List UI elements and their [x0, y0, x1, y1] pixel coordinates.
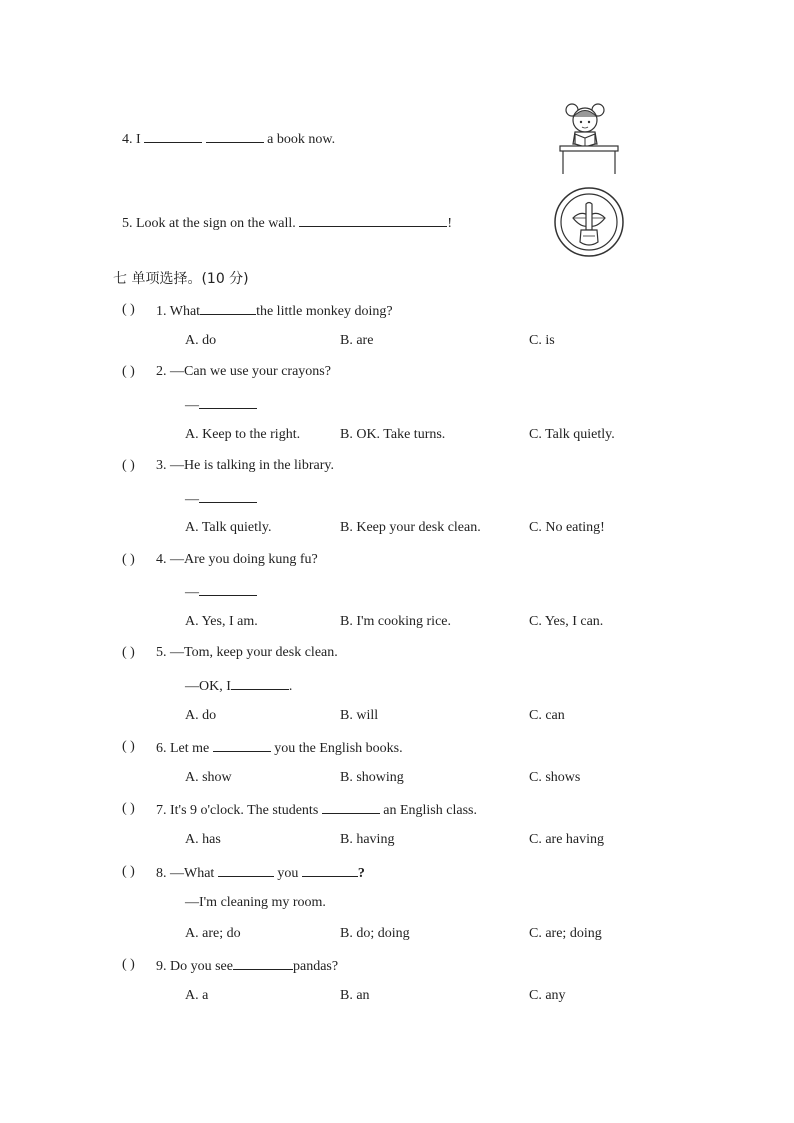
reply-line [185, 583, 257, 601]
stem-text: 1. What [156, 304, 201, 319]
answer-blank[interactable] [233, 957, 293, 970]
answer-paren[interactable]: ( ) [122, 739, 135, 754]
option-c[interactable]: C. are having [529, 832, 605, 847]
reply-text: — [185, 398, 199, 413]
answer-blank[interactable] [322, 801, 380, 814]
stem-text: ? [357, 866, 365, 881]
item-text: a book now. [267, 132, 336, 147]
question-stem: 5. —Tom, keep your desk clean. [156, 645, 338, 660]
answer-paren[interactable]: ( ) [122, 645, 135, 660]
reply-line: —I'm cleaning my room. [185, 895, 326, 910]
answer-blank[interactable] [213, 739, 271, 752]
option-c[interactable]: C. Talk quietly. [529, 427, 615, 442]
item-number: 5. [122, 216, 133, 231]
option-c[interactable]: C. any [529, 988, 566, 1003]
answer-paren[interactable]: ( ) [122, 552, 135, 567]
option-a[interactable]: A. do [185, 333, 217, 348]
item-text: I [136, 132, 141, 147]
option-c[interactable]: C. shows [529, 770, 581, 785]
question-stem: 4. —Are you doing kung fu? [156, 552, 318, 567]
option-b[interactable]: B. Keep your desk clean. [340, 520, 481, 535]
option-a[interactable]: A. a [185, 988, 209, 1003]
answer-blank[interactable] [199, 490, 257, 503]
answer-blank[interactable] [144, 130, 202, 143]
item-number: 4. [122, 132, 133, 147]
answer-blank[interactable] [218, 864, 274, 877]
option-c[interactable]: C. Yes, I can. [529, 614, 604, 629]
fill-item-5 [122, 214, 452, 232]
question-stem: 2. —Can we use your crayons? [156, 364, 331, 379]
stem-text: pandas? [293, 959, 339, 974]
answer-paren[interactable]: ( ) [122, 364, 135, 379]
section-title: 七 单项选择。(10 分) [113, 271, 249, 287]
stem-text: 6. Let me [156, 741, 210, 756]
reply-text: . [288, 679, 293, 694]
fill-item-4 [122, 130, 335, 148]
option-b[interactable]: B. do; doing [340, 926, 410, 941]
question-stem [156, 957, 338, 975]
option-b[interactable]: B. having [340, 832, 395, 847]
option-b[interactable]: B. OK. Take turns. [340, 427, 446, 442]
option-b[interactable]: B. will [340, 708, 379, 723]
girl-reading-illustration [555, 100, 625, 176]
stem-text: 8. —What [156, 866, 215, 881]
reply-text: — [185, 585, 199, 600]
item-text: ! [447, 216, 452, 231]
reply-line [185, 677, 292, 695]
option-a[interactable]: A. are; do [185, 926, 241, 941]
option-b[interactable]: B. an [340, 988, 370, 1003]
option-c[interactable]: C. are; doing [529, 926, 602, 941]
question-stem [156, 864, 365, 882]
question-stem [156, 739, 403, 757]
quiet-sign-icon [553, 186, 625, 258]
option-c[interactable]: C. can [529, 708, 565, 723]
item-text: Look at the sign on the wall. [136, 216, 296, 231]
question-stem [156, 302, 393, 320]
answer-paren[interactable]: ( ) [122, 458, 135, 473]
option-c[interactable]: C. is [529, 333, 555, 348]
stem-text: 9. Do you see [156, 959, 233, 974]
option-c[interactable]: C. No eating! [529, 520, 605, 535]
option-a[interactable]: A. has [185, 832, 221, 847]
reply-text: — [185, 492, 199, 507]
answer-blank[interactable] [231, 677, 289, 690]
reply-text: —OK, I [185, 679, 231, 694]
answer-blank[interactable] [199, 396, 257, 409]
stem-text: you [277, 866, 299, 881]
answer-paren[interactable]: ( ) [122, 957, 135, 972]
stem-text: 7. It's 9 o'clock. The students [156, 803, 319, 818]
option-b[interactable]: B. are [340, 333, 374, 348]
answer-blank[interactable] [302, 864, 358, 877]
option-a[interactable]: A. Keep to the right. [185, 427, 301, 442]
option-a[interactable]: A. do [185, 708, 217, 723]
stem-text: an English class. [383, 803, 477, 818]
answer-blank[interactable] [299, 214, 447, 227]
answer-paren[interactable]: ( ) [122, 302, 135, 317]
option-a[interactable]: A. Talk quietly. [185, 520, 272, 535]
answer-blank[interactable] [199, 583, 257, 596]
option-b[interactable]: B. showing [340, 770, 404, 785]
answer-blank[interactable] [200, 302, 256, 315]
option-a[interactable]: A. show [185, 770, 232, 785]
answer-paren[interactable]: ( ) [122, 801, 135, 816]
reply-line [185, 490, 257, 508]
answer-blank[interactable] [206, 130, 264, 143]
stem-text: the little monkey doing? [256, 304, 393, 319]
question-stem [156, 801, 477, 819]
reply-line [185, 396, 257, 414]
answer-paren[interactable]: ( ) [122, 864, 135, 879]
option-a[interactable]: A. Yes, I am. [185, 614, 258, 629]
question-stem: 3. —He is talking in the library. [156, 458, 334, 473]
stem-text: you the English books. [274, 741, 403, 756]
option-b[interactable]: B. I'm cooking rice. [340, 614, 451, 629]
